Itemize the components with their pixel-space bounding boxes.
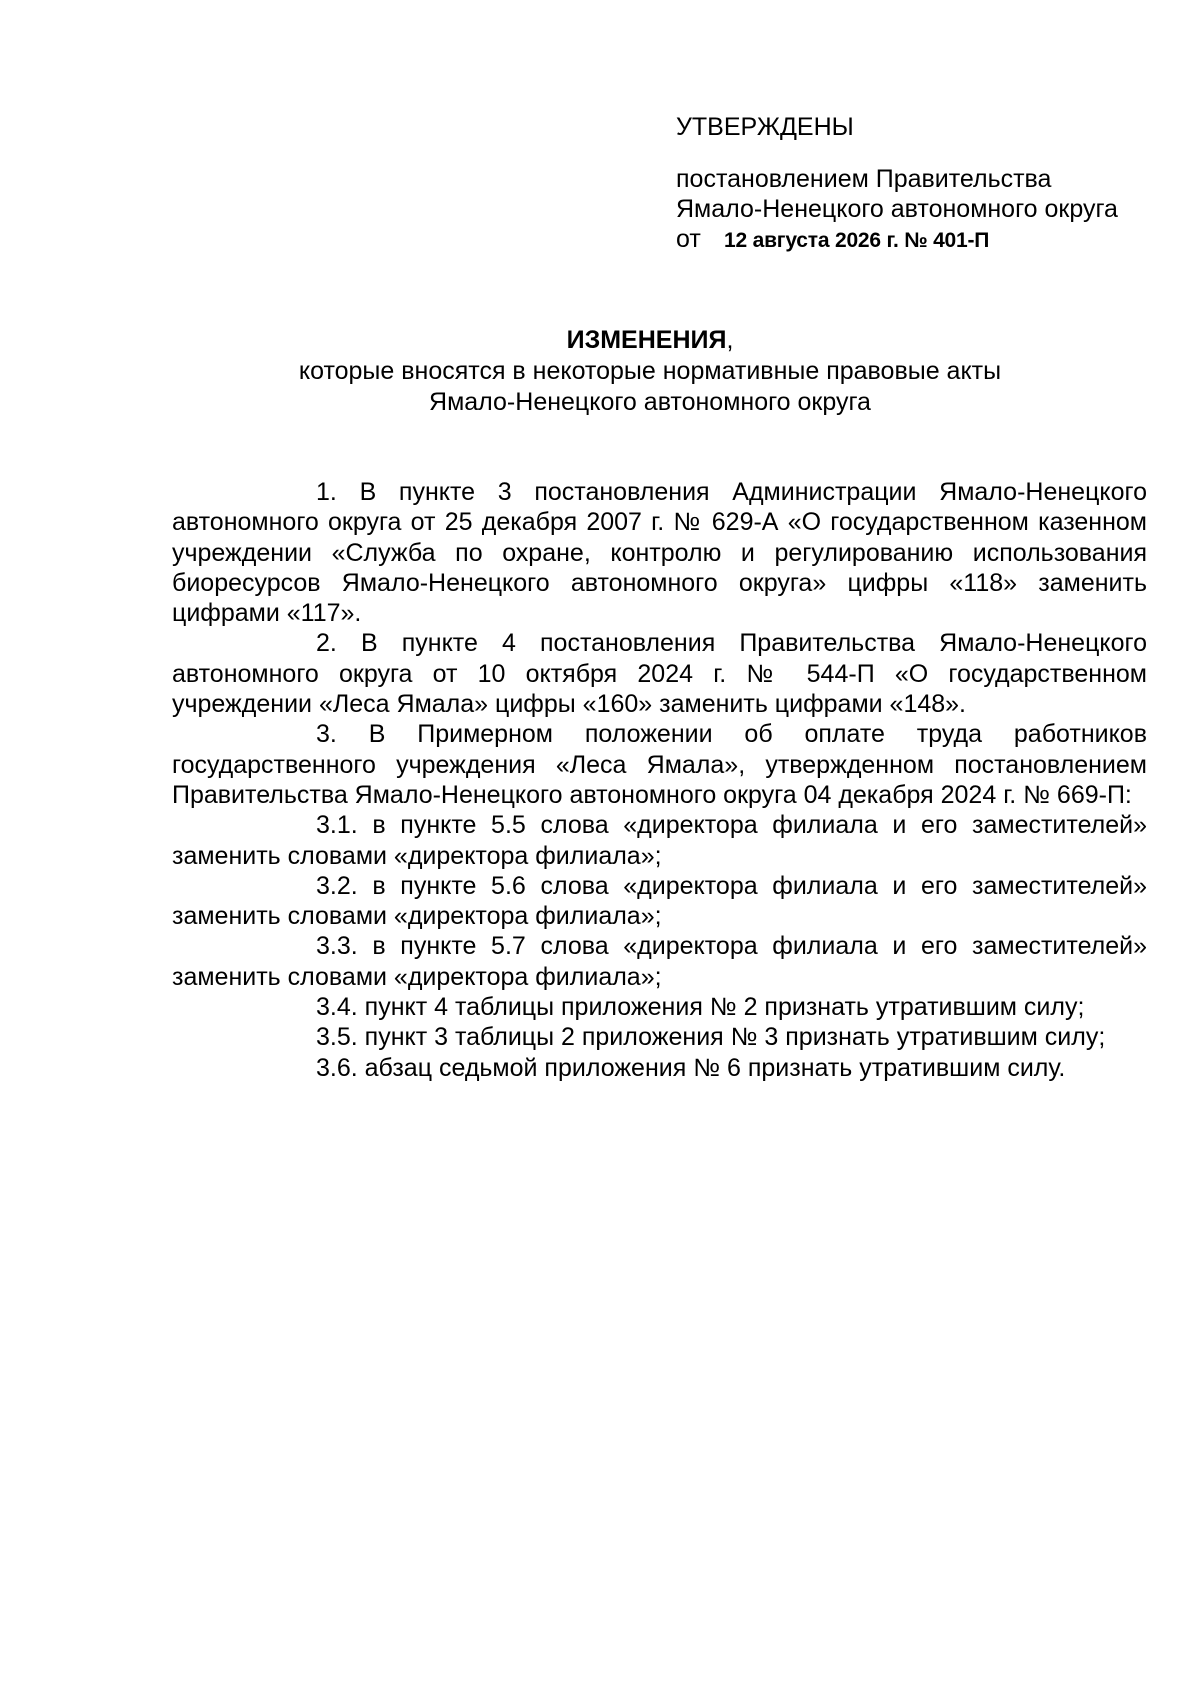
item-number: 2. bbox=[316, 629, 337, 658]
document-subtitle-line-2: Ямало-Ненецкого автономного округа bbox=[429, 388, 871, 416]
item-text: в пункте 5.7 слова «директора филиала и его заместителей» заменить словами «директора филиала»; bbox=[172, 932, 1148, 991]
approval-heading: УТВЕРЖДЕНЫ bbox=[676, 113, 854, 141]
approval-date-prefix: от bbox=[676, 225, 701, 253]
item-1 bbox=[172, 477, 1147, 628]
item-number: 3.4. bbox=[316, 993, 358, 1022]
document-title bbox=[160, 325, 1140, 356]
item-number: 3.2. bbox=[316, 871, 358, 900]
item-text: В пункте 3 постановления Администрации Ямало-Ненецкого автономного округа от 25 декабря 2007 г. № 629-А «О государственном казенном учреждении «Служба по охране, контролю и регулированию использования биоресурсов Ямало-Ненецкого автономного округа» цифры «118» заменить цифрами «117». bbox=[172, 478, 1147, 628]
item-text: В пункте 4 постановления Правительства Ямало-Ненецкого автономного округа от 10 октября 2024 г. № 544-П «О государственном учреждении «Леса Ямала» цифры «160» заменить цифрами «148». bbox=[172, 629, 1147, 719]
approval-date-value: 12 августа 2026 г. № 401-П bbox=[724, 229, 990, 252]
item-2 bbox=[172, 628, 1147, 719]
approval-line-1: постановлением Правительства bbox=[676, 165, 1052, 193]
document-body bbox=[172, 477, 1147, 1083]
item-number: 3.1. bbox=[316, 811, 358, 840]
item-3-3 bbox=[172, 931, 1147, 992]
item-3 bbox=[172, 719, 1147, 810]
approval-line-2: Ямало-Ненецкого автономного округа bbox=[676, 195, 1118, 223]
item-text: в пункте 5.6 слова «директора филиала и его заместителей» заменить словами «директора филиала»; bbox=[172, 871, 1148, 931]
item-text: абзац седьмой приложения № 6 признать утратившим силу. bbox=[364, 1053, 1066, 1082]
item-text: В Примерном положении об оплате труда работников государственного учреждения «Леса Ямала», утвержденном постановлением Правительства Ямало-Ненецкого автономного округа 04 декабря 2024 г. № 669-П: bbox=[172, 720, 1147, 809]
title-block bbox=[160, 325, 1140, 418]
item-3-2 bbox=[172, 871, 1147, 932]
approval-date-line bbox=[676, 224, 1156, 256]
item-number: 3.6. bbox=[316, 1053, 358, 1082]
document-title-text: ИЗМЕНЕНИЯ bbox=[566, 326, 727, 354]
item-text: пункт 4 таблицы приложения № 2 признать утратившим силу; bbox=[364, 993, 1085, 1022]
item-text: в пункте 5.5 слова «директора филиала и его заместителей» заменить словами «директора филиала»; bbox=[172, 811, 1148, 870]
item-number: 3. bbox=[316, 720, 337, 749]
item-number: 3.3. bbox=[316, 932, 358, 961]
item-number: 3.5. bbox=[316, 1023, 358, 1052]
item-3-4 bbox=[172, 992, 1147, 1022]
document-subtitle-line-1: которые вносятся в некоторые нормативные правовые акты bbox=[298, 357, 1002, 385]
item-number: 1. bbox=[316, 478, 337, 506]
approval-block bbox=[676, 112, 1156, 256]
item-3-1 bbox=[172, 810, 1147, 871]
item-text: пункт 3 таблицы 2 приложения № 3 признать утратившим силу; bbox=[364, 1023, 1106, 1052]
item-3-6 bbox=[172, 1053, 1147, 1083]
document-title-comma: , bbox=[726, 326, 734, 354]
item-3-5 bbox=[172, 1022, 1147, 1052]
